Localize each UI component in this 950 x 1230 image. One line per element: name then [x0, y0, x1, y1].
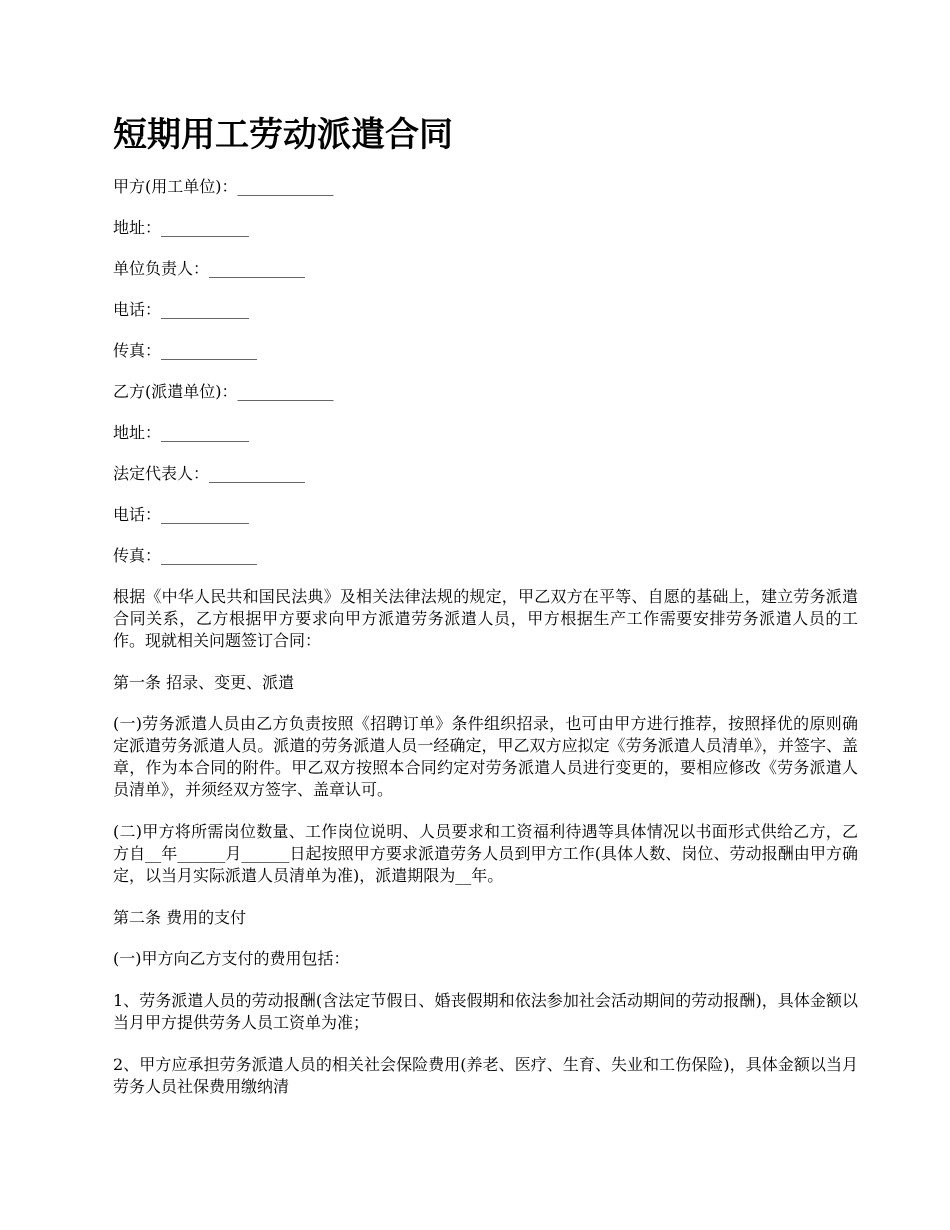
- article-2-item-1: 1、劳务派遣人员的劳动报酬(含法定节假日、婚丧假期和依法参加社会活动期间的劳动报酬)，具体金额以当月甲方提供劳务人员工资单为准；: [113, 991, 858, 1032]
- party-b-phone-field: 电话：___________: [113, 505, 250, 524]
- party-a-address-field: 地址：___________: [113, 218, 250, 237]
- document-title: 短期用工劳动派遣合同: [113, 115, 453, 155]
- article-2-item-2: 2、甲方应承担劳务派遣人员的相关社会保险费用(养老、医疗、生育、失业和工伤保险)，具体金额以当月劳务人员社保费用缴纳清: [113, 1055, 858, 1096]
- contract-page: [113, 108, 858, 1118]
- party-a-phone-field: 电话：___________: [113, 300, 250, 319]
- party-b-representative-field: 法定代表人：____________: [113, 464, 306, 483]
- article-2-heading: 第二条 费用的支付: [113, 908, 247, 927]
- preamble-paragraph: 根据《中华人民共和国民法典》及相关法律法规的规定，甲乙双方在平等、自愿的基础上，建立劳务派遣合同关系，乙方根据甲方要求向甲方派遣劳务派遣人员，甲方根据生产工作需要安排劳务派遣人员的工作。现就相关问题签订合同：: [113, 587, 858, 650]
- article-1-clause-2: (二)甲方将所需岗位数量、工作岗位说明、人员要求和工资福利待遇等具体情况以书面形式供给乙方，乙方自__年______月______日起按照甲方要求派遣劳务人员到甲方工作(具体人数、岗位、劳动报酬由甲方确定，以当月实际派遣人员清单为准)，派遣期限为__年。: [113, 822, 858, 885]
- party-b-address-field: 地址：___________: [113, 423, 250, 442]
- article-2-clause-1: (一)甲方向乙方支付的费用包括：: [113, 949, 350, 968]
- article-1-heading: 第一条 招录、变更、派遣: [113, 673, 295, 692]
- party-a-manager-field: 单位负责人：____________: [113, 259, 306, 278]
- party-a-name-field: 甲方(用工单位)：____________: [113, 177, 334, 196]
- article-1-clause-1: (一)劳务派遣人员由乙方负责按照《招聘订单》条件组织招录，也可由甲方进行推荐，按照择优的原则确定派遣劳务派遣人员。派遣的劳务派遣人员一经确定，甲乙双方应拟定《劳务派遣人员清单》，并签字、盖章，作为本合同的附件。甲乙双方按照本合同约定对劳务派遣人员进行变更的，要相应修改《劳务派遣人员清单》，并须经双方签字、盖章认可。: [113, 714, 858, 799]
- party-b-fax-field: 传真：____________: [113, 546, 258, 565]
- party-a-fax-field: 传真：____________: [113, 341, 258, 360]
- party-b-name-field: 乙方(派遣单位)：____________: [113, 382, 334, 401]
